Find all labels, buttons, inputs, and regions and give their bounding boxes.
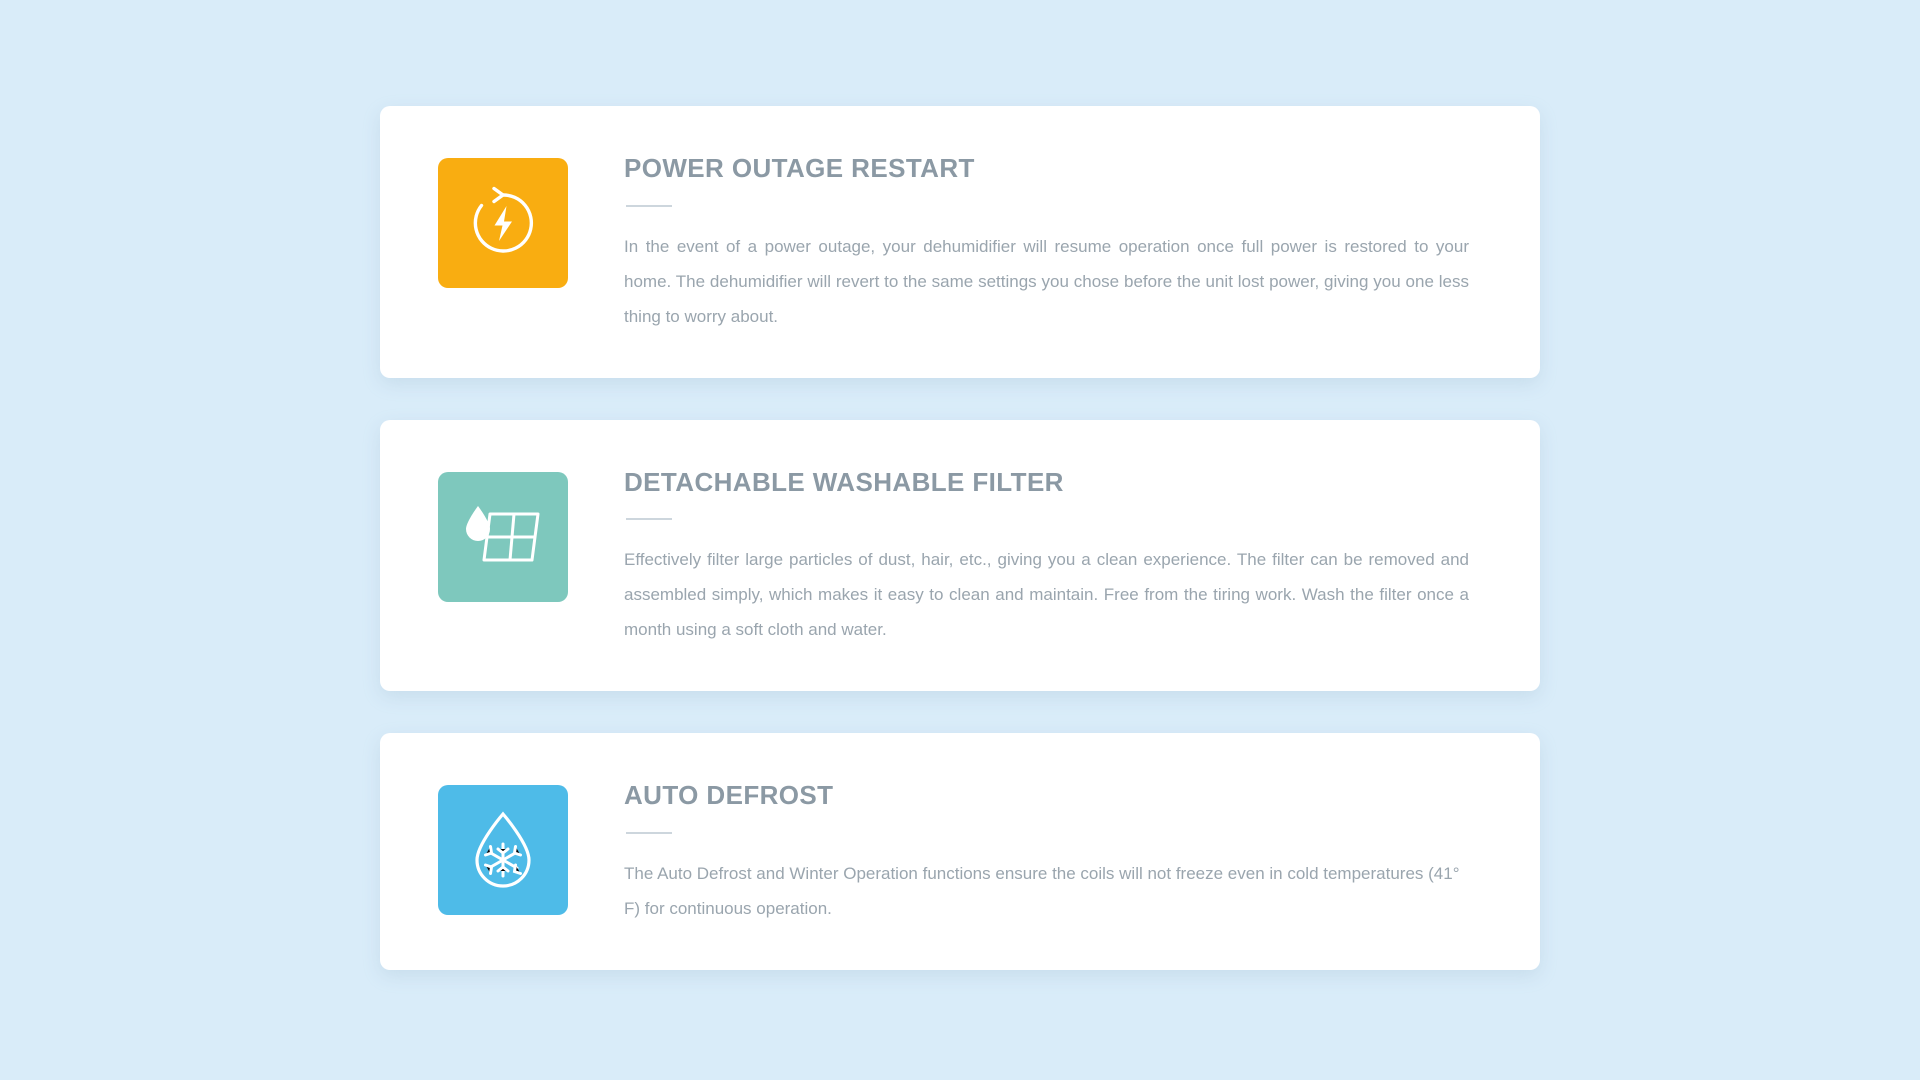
feature-card-detachable-washable-filter — [380, 420, 1540, 692]
card-description: In the event of a power outage, your dehumidifier will resume operation once full power is restored to your home. The dehumidifier will revert to the same settings you chose before the unit lost power, giving you one less thing to worry about. — [624, 236, 1469, 326]
card-body — [624, 464, 1480, 648]
title-divider — [626, 832, 672, 834]
title-divider — [626, 205, 672, 207]
auto-defrost-icon — [438, 785, 568, 915]
card-description: Effectively filter large particles of dust, hair, etc., giving you a clean experience. The filter can be removed and assembled simply, which makes it easy to clean and maintain. Free from the tiring work. Wash the filter once a month using a soft cloth and water. — [624, 550, 1469, 640]
card-body — [624, 150, 1480, 334]
card-title: DETACHABLE WASHABLE FILTER — [624, 466, 1064, 497]
card-description: The Auto Defrost and Winter Operation functions ensure the coils will not freeze even in cold temperatures (41° F) for continuous operation. — [624, 863, 1460, 918]
card-body — [624, 777, 1480, 926]
card-title: AUTO DEFROST — [624, 780, 834, 811]
feature-card-auto-defrost — [380, 733, 1540, 970]
feature-card-power-outage-restart — [380, 106, 1540, 378]
washable-filter-icon — [438, 472, 568, 602]
card-title: POWER OUTAGE RESTART — [624, 153, 975, 183]
power-restart-icon — [438, 158, 568, 288]
title-divider — [626, 518, 672, 520]
